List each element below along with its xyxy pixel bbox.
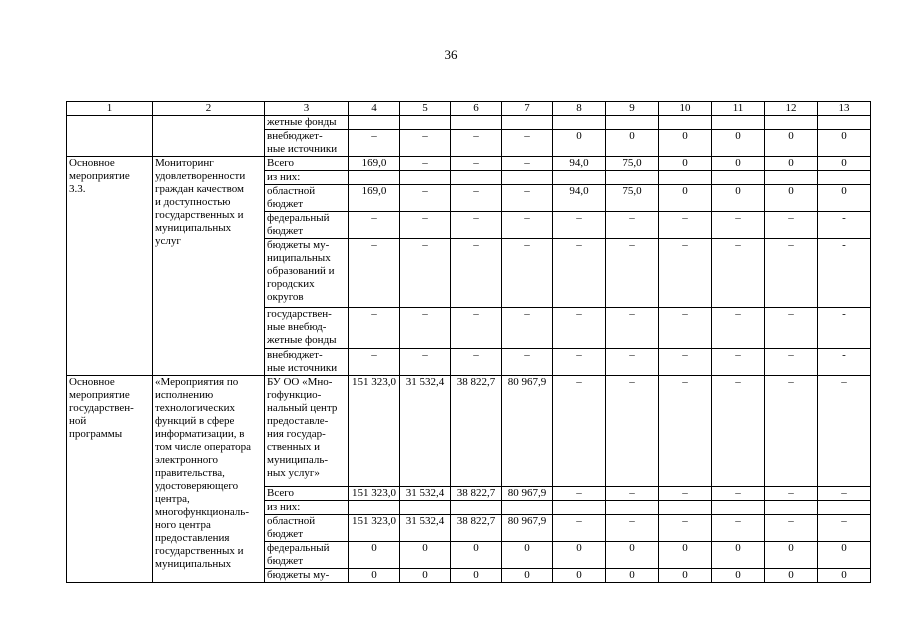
funding-source-cell: жетные фонды: [265, 116, 349, 130]
value-cell: –: [659, 515, 712, 542]
funding-source-cell: внебюджет- ные источники: [265, 130, 349, 157]
column-header: 10: [659, 102, 712, 116]
value-cell: –: [502, 157, 553, 171]
value-cell: –: [659, 239, 712, 308]
value-cell: 0: [659, 185, 712, 212]
column-header: 1: [67, 102, 153, 116]
value-cell: –: [553, 308, 606, 349]
value-cell: [400, 116, 451, 130]
header-row: [67, 102, 871, 116]
table-body: [67, 102, 871, 583]
column-header: 7: [502, 102, 553, 116]
value-cell: [659, 501, 712, 515]
value-cell: 0: [659, 542, 712, 569]
table-row: [67, 157, 871, 171]
value-cell: –: [349, 349, 400, 376]
value-cell: [502, 501, 553, 515]
value-cell: 0: [502, 542, 553, 569]
column-header: 3: [265, 102, 349, 116]
value-cell: -: [818, 349, 871, 376]
funding-source-cell: бюджеты му- ниципальных образований и городских округов: [265, 239, 349, 308]
value-cell: –: [400, 185, 451, 212]
value-cell: –: [553, 349, 606, 376]
value-cell: [349, 116, 400, 130]
value-cell: 0: [765, 157, 818, 171]
activity-name-cell: Основное мероприятие государствен- ной программы: [67, 376, 153, 583]
value-cell: [712, 116, 765, 130]
activity-description-cell: Мониторинг удовлетворенности граждан качеством и доступностью государственных и муниципальных услуг: [153, 157, 265, 376]
value-cell: –: [606, 349, 659, 376]
value-cell: –: [502, 239, 553, 308]
value-cell: [818, 116, 871, 130]
value-cell: 31 532,4: [400, 487, 451, 501]
value-cell: 0: [553, 130, 606, 157]
activity-description-cell: «Мероприятия по исполнению технологических функций в сфере информатизации, в том числе оператора электронного правительства, удостоверяющего центра, многофункциональ- ного центра предоставления государственных и муниципальных: [153, 376, 265, 583]
value-cell: [400, 501, 451, 515]
value-cell: 169,0: [349, 157, 400, 171]
value-cell: 0: [553, 569, 606, 583]
activity-name-cell: Основное мероприятие 3.3.: [67, 157, 153, 376]
value-cell: –: [553, 487, 606, 501]
value-cell: 0: [606, 569, 659, 583]
value-cell: [553, 171, 606, 185]
value-cell: [606, 171, 659, 185]
value-cell: 0: [451, 569, 502, 583]
value-cell: –: [400, 308, 451, 349]
value-cell: –: [451, 349, 502, 376]
value-cell: –: [451, 239, 502, 308]
value-cell: 0: [765, 569, 818, 583]
value-cell: –: [606, 239, 659, 308]
value-cell: –: [502, 130, 553, 157]
value-cell: 0: [451, 542, 502, 569]
value-cell: 38 822,7: [451, 515, 502, 542]
value-cell: 0: [606, 130, 659, 157]
column-header: 4: [349, 102, 400, 116]
value-cell: -: [818, 308, 871, 349]
value-cell: –: [606, 212, 659, 239]
value-cell: 0: [818, 130, 871, 157]
value-cell: –: [349, 239, 400, 308]
value-cell: 38 822,7: [451, 376, 502, 487]
funding-source-cell: государствен- ные внебюд- жетные фонды: [265, 308, 349, 349]
value-cell: 0: [765, 542, 818, 569]
value-cell: –: [765, 515, 818, 542]
column-header: 12: [765, 102, 818, 116]
value-cell: [765, 501, 818, 515]
value-cell: –: [712, 376, 765, 487]
value-cell: 169,0: [349, 185, 400, 212]
value-cell: –: [659, 349, 712, 376]
value-cell: [606, 116, 659, 130]
value-cell: [712, 171, 765, 185]
value-cell: –: [712, 349, 765, 376]
value-cell: –: [606, 308, 659, 349]
value-cell: –: [553, 376, 606, 487]
value-cell: –: [553, 515, 606, 542]
value-cell: –: [765, 212, 818, 239]
value-cell: 75,0: [606, 185, 659, 212]
value-cell: [451, 171, 502, 185]
funding-source-cell: из них:: [265, 171, 349, 185]
value-cell: 0: [712, 542, 765, 569]
activity-description-cell: [153, 116, 265, 157]
value-cell: 151 323,0: [349, 376, 400, 487]
value-cell: [451, 116, 502, 130]
column-header: 11: [712, 102, 765, 116]
value-cell: 0: [712, 130, 765, 157]
page-number: 36: [444, 47, 458, 62]
value-cell: –: [659, 376, 712, 487]
value-cell: 0: [659, 569, 712, 583]
value-cell: –: [818, 487, 871, 501]
value-cell: –: [818, 515, 871, 542]
value-cell: 0: [712, 185, 765, 212]
value-cell: 80 967,9: [502, 376, 553, 487]
value-cell: –: [400, 212, 451, 239]
value-cell: 151 323,0: [349, 515, 400, 542]
budget-table: [66, 101, 871, 583]
funding-source-cell: бюджеты му-: [265, 569, 349, 583]
column-header: 8: [553, 102, 606, 116]
value-cell: [818, 171, 871, 185]
value-cell: 0: [400, 569, 451, 583]
value-cell: –: [712, 515, 765, 542]
column-header: 6: [451, 102, 502, 116]
value-cell: –: [502, 308, 553, 349]
value-cell: [765, 116, 818, 130]
value-cell: 0: [712, 157, 765, 171]
value-cell: –: [349, 212, 400, 239]
value-cell: –: [451, 157, 502, 171]
funding-source-cell: областной бюджет: [265, 185, 349, 212]
funding-source-cell: из них:: [265, 501, 349, 515]
value-cell: 0: [349, 542, 400, 569]
value-cell: 0: [765, 185, 818, 212]
value-cell: –: [400, 130, 451, 157]
value-cell: –: [606, 376, 659, 487]
value-cell: –: [553, 239, 606, 308]
value-cell: [502, 116, 553, 130]
column-header: 2: [153, 102, 265, 116]
value-cell: 31 532,4: [400, 515, 451, 542]
column-header: 5: [400, 102, 451, 116]
value-cell: 151 323,0: [349, 487, 400, 501]
value-cell: –: [606, 487, 659, 501]
value-cell: –: [818, 376, 871, 487]
value-cell: 80 967,9: [502, 515, 553, 542]
column-header: 13: [818, 102, 871, 116]
value-cell: –: [659, 487, 712, 501]
value-cell: –: [765, 487, 818, 501]
activity-name-cell: [67, 116, 153, 157]
value-cell: 75,0: [606, 157, 659, 171]
value-cell: [451, 501, 502, 515]
value-cell: [349, 171, 400, 185]
value-cell: [553, 501, 606, 515]
value-cell: [765, 171, 818, 185]
value-cell: 0: [502, 569, 553, 583]
value-cell: –: [349, 308, 400, 349]
value-cell: 0: [818, 542, 871, 569]
value-cell: 0: [659, 130, 712, 157]
value-cell: [400, 171, 451, 185]
funding-source-cell: федеральный бюджет: [265, 212, 349, 239]
table-row: [67, 116, 871, 130]
value-cell: 94,0: [553, 157, 606, 171]
funding-source-cell: внебюджет- ные источники: [265, 349, 349, 376]
value-cell: –: [553, 212, 606, 239]
value-cell: 0: [818, 185, 871, 212]
column-header: 9: [606, 102, 659, 116]
value-cell: 0: [606, 542, 659, 569]
value-cell: –: [451, 212, 502, 239]
value-cell: –: [765, 376, 818, 487]
value-cell: 0: [659, 157, 712, 171]
funding-source-cell: областной бюджет: [265, 515, 349, 542]
value-cell: 38 822,7: [451, 487, 502, 501]
value-cell: –: [712, 212, 765, 239]
value-cell: –: [765, 308, 818, 349]
value-cell: –: [712, 308, 765, 349]
value-cell: –: [400, 157, 451, 171]
value-cell: -: [818, 239, 871, 308]
value-cell: –: [451, 308, 502, 349]
value-cell: –: [659, 308, 712, 349]
value-cell: [606, 501, 659, 515]
value-cell: –: [659, 212, 712, 239]
value-cell: –: [765, 239, 818, 308]
value-cell: [502, 171, 553, 185]
value-cell: –: [765, 349, 818, 376]
value-cell: –: [349, 130, 400, 157]
value-cell: –: [712, 487, 765, 501]
value-cell: –: [502, 349, 553, 376]
value-cell: [659, 116, 712, 130]
value-cell: 0: [712, 569, 765, 583]
value-cell: –: [451, 185, 502, 212]
value-cell: 94,0: [553, 185, 606, 212]
value-cell: –: [400, 239, 451, 308]
funding-source-cell: Всего: [265, 157, 349, 171]
value-cell: –: [502, 212, 553, 239]
value-cell: –: [502, 185, 553, 212]
funding-source-cell: БУ ОО «Мно- гофункцио- нальный центр предоставле- ния государ- ственных и муниципаль- ных услуг»: [265, 376, 349, 487]
value-cell: 0: [400, 542, 451, 569]
value-cell: 0: [553, 542, 606, 569]
value-cell: -: [818, 212, 871, 239]
funding-source-cell: федеральный бюджет: [265, 542, 349, 569]
value-cell: –: [606, 515, 659, 542]
value-cell: [349, 501, 400, 515]
value-cell: –: [712, 239, 765, 308]
value-cell: –: [451, 130, 502, 157]
value-cell: 31 532,4: [400, 376, 451, 487]
value-cell: 0: [818, 569, 871, 583]
value-cell: [659, 171, 712, 185]
table-row: [67, 376, 871, 487]
value-cell: 80 967,9: [502, 487, 553, 501]
funding-source-cell: Всего: [265, 487, 349, 501]
value-cell: 0: [818, 157, 871, 171]
value-cell: [712, 501, 765, 515]
value-cell: –: [400, 349, 451, 376]
value-cell: [818, 501, 871, 515]
value-cell: [553, 116, 606, 130]
value-cell: 0: [349, 569, 400, 583]
value-cell: 0: [765, 130, 818, 157]
